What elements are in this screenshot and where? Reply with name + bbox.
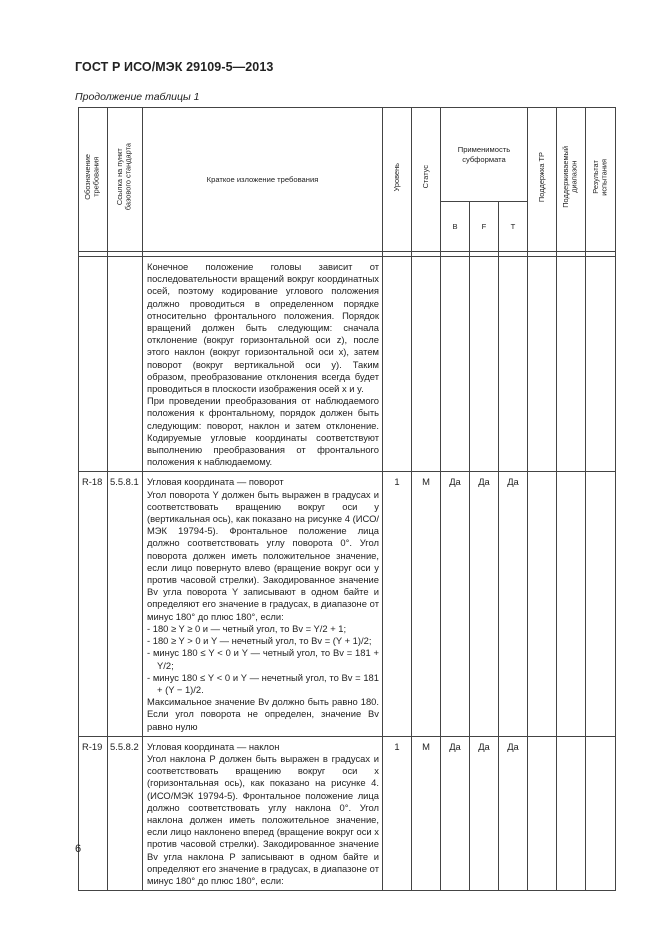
status-cell: М — [412, 736, 441, 890]
requirement-text — [143, 736, 383, 890]
header-status: Статус — [412, 108, 441, 252]
sub-f-cell: Да — [470, 472, 499, 736]
requirement-text — [143, 472, 383, 736]
sub-t-cell: Да — [499, 472, 528, 736]
header-sub-f: F — [470, 202, 499, 252]
clause-reference: 5.5.8.2 — [108, 736, 143, 890]
status-cell: М — [412, 472, 441, 736]
table-header-row — [79, 108, 616, 202]
header-sub-t: Т — [499, 202, 528, 252]
table-row — [79, 736, 616, 890]
level-cell: 1 — [383, 736, 412, 890]
table-caption: Продолжение таблицы 1 — [75, 91, 200, 103]
requirement-id: R-19 — [79, 736, 108, 890]
sub-b-cell: Да — [441, 736, 470, 890]
table-row — [79, 257, 616, 472]
continuation-paragraph: Конечное положение головы зависит от последовательности вращений вокруг координатных осей, поэтому кодирование углового положения должно проводиться в определенном порядке относительно фронтального положения. Порядок вращений должен быть следующим: сначала отклонение (вокруг горизонтальной оси z), после этого наклон (вокруг горизонтальной оси x), затем поворот (вокруг вертикальной оси y). Таким образом, преобразование отклонения всегда будет проводиться в плоскости изображения осей x и y. — [147, 261, 379, 395]
requirement-title: Угловая координата — наклон — [147, 740, 280, 752]
header-test-result: Результат испытания — [586, 108, 616, 252]
header-level: Уровень — [383, 108, 412, 252]
sub-b-cell: Да — [441, 472, 470, 736]
requirement-tail: Максимальное значение Bv должно быть равно 180. Если угол поворота не определен, значение Bv равно нулю — [147, 696, 379, 732]
continuation-paragraph: При проведении преобразования от наблюдаемого положения к фронтальному, порядок должен быть следующим: поворот, наклон и затем отклонение. Кодируемые угловые координаты соответствуют выполнению преобразования от фронтального положения к наблюдаемому. — [147, 395, 379, 468]
standard-header: ГОСТ Р ИСО/МЭК 29109-5—2013 — [75, 60, 274, 74]
requirement-id: R-18 — [79, 472, 108, 736]
clause-reference: 5.5.8.1 — [108, 472, 143, 736]
list-item: - минус 180 ≤ Y < 0 и Y — четный угол, то Bv = 181 + Y/2; — [147, 647, 379, 671]
header-sub-b: В — [441, 202, 470, 252]
requirement-body: Угол наклона P должен быть выражен в градусах и соответствовать вращению вокруг оси x (горизонтальная ось), как показано на рисунке 4. (ИСО/МЭК 19794-5). Фронтальное положение лица должно соответствовать углу наклона 0°. Угол наклона должен иметь положительное значение, если лицо наклонено вперед (вращение вокруг оси x против часовой стрелки). Закодированное значение Bv угла наклона P записывают в одном байте и определяют его значение в градусах, в диапазоне от минус 180° до плюс 180°, если: — [147, 752, 379, 886]
sub-f-cell: Да — [470, 736, 499, 890]
table-row — [79, 472, 616, 736]
list-item: - минус 180 ≤ Y < 0 и Y — нечетный угол, то Bv = 181 + (Y − 1)/2. — [147, 671, 379, 695]
page-number: 6 — [75, 843, 82, 855]
level-cell: 1 — [383, 472, 412, 736]
header-support-tr: Поддержка ТР — [528, 108, 557, 252]
header-summary: Краткое изложение требования — [143, 108, 383, 252]
requirement-body: Угол поворота Y должен быть выражен в градусах и соответствовать вращению вокруг оси y (вертикальная ось), как показано на рисунке 4 (ИСО/МЭК 19794-5). Фронтальное положение лица должно соответствовать углу поворота 0°. Угол поворота должен иметь положительное значение, если лицо повернуто влево (вращение вокруг оси y против часовой стрелки). Закодированное значение Bv угла поворота Y записывают в одном байте и определяют его значение в градусах, в диапазоне от минус 180° до плюс 180°, если: — [147, 488, 379, 622]
requirements-table — [78, 107, 616, 891]
header-designation: Обозначение требования — [79, 108, 108, 252]
list-item: - 180 ≥ Y ≥ 0 и — четный угол, то Bv = Y/2 + 1; — [147, 622, 347, 634]
sub-t-cell: Да — [499, 736, 528, 890]
continuation-text — [143, 257, 383, 472]
header-applicability: Применимость субформата — [441, 108, 528, 202]
header-reference: Ссылка на пункт базового стандарта — [108, 108, 143, 252]
list-item: - 180 ≥ Y > 0 и Y — нечетный угол, то Bv = (Y + 1)/2; — [147, 635, 372, 647]
requirement-title: Угловая координата — поворот — [147, 476, 284, 488]
header-supported-range: Поддерживаемый диапазон — [557, 108, 586, 252]
